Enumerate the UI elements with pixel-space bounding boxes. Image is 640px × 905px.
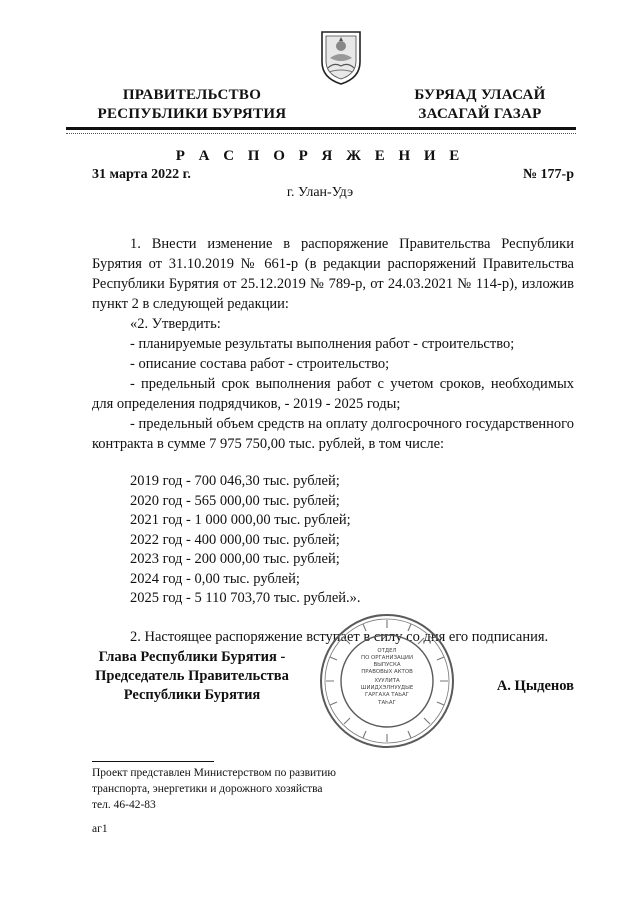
stamp-center-line: ТАҺАГ [378, 700, 396, 706]
footnote-divider [92, 761, 214, 762]
official-round-stamp-icon [318, 612, 456, 750]
footnote-line1: Проект представлен Министерством по развитию [92, 767, 336, 779]
year-amount: 2022 год - 400 000,00 тыс. рублей; [130, 531, 340, 548]
document-body [92, 234, 574, 647]
signatory-line2: Председатель Правительства [95, 668, 289, 684]
header-right-line1: БУРЯАД УЛАСАЙ [414, 87, 546, 103]
list-item: - описание состава работ - строительство; [130, 356, 390, 372]
yearly-amounts-list [92, 472, 574, 609]
stamp-center-line: ШИИДХЭЛНУУДЫЕ [360, 685, 414, 691]
footnote-line2: транспорта, энергетики и дорожного хозяйства [92, 783, 323, 795]
document-code: аг1 [92, 823, 108, 835]
document-city: г. Улан-Удэ [286, 185, 354, 200]
paragraph-1: 1. Внести изменение в распоряжение Правительства Республики Бурятия от 31.10.2019 № 661-р (в редакции распоряжений Правительства Республики Бурятия от 25.12.2019 № 789-р, от 24.03.2021 № 114-р), изложив пункт 2 в следующей редакции: [92, 236, 574, 312]
header-dotted-divider [66, 133, 576, 134]
document-date: 31 марта 2022 г. [92, 167, 191, 182]
header-left-line2: РЕСПУБЛИКИ БУРЯТИЯ [97, 106, 287, 122]
list-item: - предельный срок выполнения работ с учетом сроков, необходимых для определения подрядчиков, - 2019 - 2025 годы; [92, 376, 574, 412]
list-item: - планируемые результаты выполнения работ - строительство; [130, 336, 515, 352]
stamp-center-line: ВЫПУСКА [373, 662, 401, 668]
header-divider [66, 127, 576, 130]
year-amount: 2021 год - 1 000 000,00 тыс. рублей; [130, 512, 351, 528]
government-name-buryat [405, 86, 555, 124]
year-amount: 2025 год - 5 110 703,70 тыс. рублей.». [130, 590, 361, 606]
document-title: Р А С П О Р Я Ж Е Н И Е [175, 148, 465, 164]
stamp-center-line: ПРАВОВЫХ АКТОВ [361, 669, 413, 675]
header-left-line1: ПРАВИТЕЛЬСТВО [122, 87, 262, 103]
coat-of-arms-icon [316, 28, 366, 86]
year-amount: 2023 год - 200 000,00 тыс. рублей; [130, 551, 340, 567]
list-item: - предельный объем средств на оплату долгосрочного государственного контракта в сумме 7 975 750,00 тыс. рублей, в том числе: [92, 416, 574, 452]
approve-line: «2. Утвердить: [130, 316, 221, 332]
footnote [92, 765, 392, 813]
paragraph-2: 2. Настоящее распоряжение вступает в силу со дня его подписания. [130, 628, 549, 645]
stamp-center-line: ГАРГАХА ТАЬАГ [365, 692, 409, 698]
document-number: № 177-р [522, 167, 574, 182]
year-amount: 2019 год - 700 046,30 тыс. рублей; [130, 473, 340, 489]
signatory-title [92, 648, 292, 705]
stamp-center-line: ПО ОРГАНИЗАЦИИ [361, 655, 413, 661]
signatory-line3: Республики Бурятия [123, 687, 261, 703]
header-right-line2: ЗАСАГАЙ ГАЗАР [418, 106, 542, 122]
stamp-center-line: ОТДЕЛ [377, 648, 397, 654]
stamp-center-line: ХУУЛИТА [374, 678, 400, 684]
government-name-russian [92, 86, 292, 124]
year-amount: 2020 год - 565 000,00 тыс. рублей; [130, 492, 340, 509]
footnote-phone: тел. 46-42-83 [92, 799, 156, 811]
year-amount: 2024 год - 0,00 тыс. рублей; [130, 570, 300, 587]
signatory-name: А. Цыденов [496, 678, 574, 694]
signatory-line1: Глава Республики Бурятия - [98, 649, 286, 665]
